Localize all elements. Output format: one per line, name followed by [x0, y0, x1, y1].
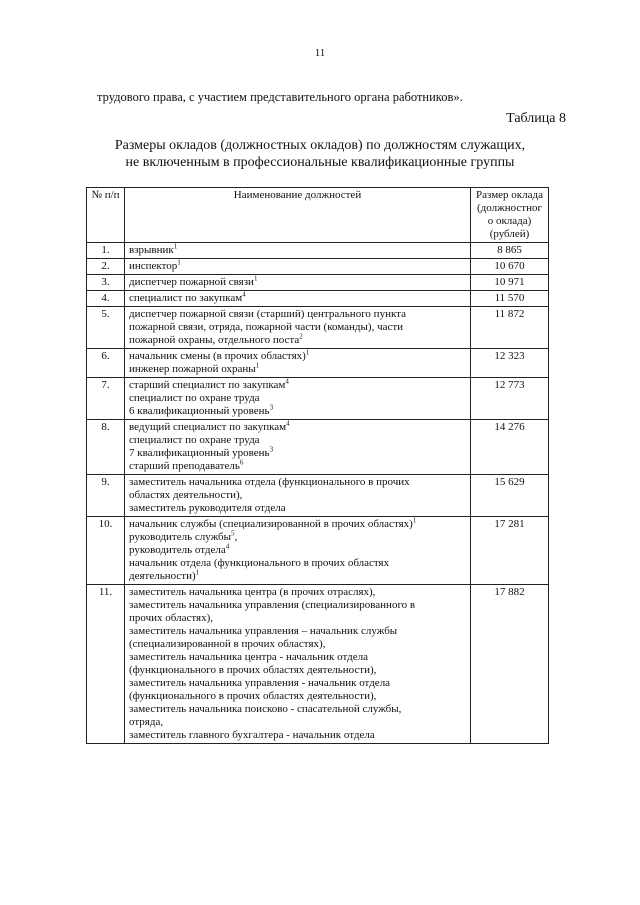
position-text: заместитель начальника центра - начальник отдела	[129, 651, 369, 663]
position-line	[129, 518, 466, 531]
header-amount-line: Размер оклада	[476, 189, 543, 201]
position-line	[129, 677, 466, 690]
position-text: старший специалист по закупкам	[129, 379, 286, 391]
row-number: 1.	[87, 243, 125, 259]
intro-text: трудового права, с участием представительного органа работников».	[97, 90, 463, 104]
salary-amount: 17 882	[471, 585, 549, 744]
salary-amount: 11 872	[471, 307, 549, 349]
row-number: 7.	[87, 378, 125, 420]
position-text: диспетчер пожарной связи	[129, 276, 254, 288]
position-name	[125, 259, 471, 275]
position-line	[129, 321, 466, 334]
salary-amount: 10 971	[471, 275, 549, 291]
salary-table	[86, 187, 549, 744]
position-line	[129, 308, 466, 321]
row-number: 2.	[87, 259, 125, 275]
position-line	[129, 350, 466, 363]
position-line	[129, 244, 466, 257]
position-line	[129, 625, 466, 638]
position-line	[129, 599, 466, 612]
position-text: областях деятельности),	[129, 489, 243, 501]
position-text: заместитель начальника управления – начальник службы	[129, 625, 398, 637]
footnote-marker: 1	[305, 348, 310, 357]
table-label: Таблица 8	[506, 111, 566, 126]
position-line	[129, 690, 466, 703]
table-row	[87, 307, 549, 349]
position-text: прочих областях),	[129, 612, 213, 624]
position-line	[129, 638, 466, 651]
position-line	[129, 531, 466, 544]
position-punctuation: ,	[234, 531, 238, 543]
position-line	[129, 334, 466, 347]
position-line	[129, 392, 466, 405]
position-text: начальник отдела (функционального в прочих областях	[129, 557, 390, 569]
position-line	[129, 612, 466, 625]
footnote-marker: 1	[255, 361, 260, 370]
position-line	[129, 434, 466, 447]
row-number: 4.	[87, 291, 125, 307]
position-text: 7 квалификационный уровень	[129, 447, 270, 459]
position-line	[129, 460, 466, 473]
salary-amount: 10 670	[471, 259, 549, 275]
position-text: (функционального в прочих областях деятельности),	[129, 690, 377, 702]
position-text: 6 квалификационный уровень	[129, 405, 270, 417]
position-text: инспектор	[129, 260, 178, 272]
position-line	[129, 586, 466, 599]
position-line	[129, 703, 466, 716]
footnote-marker: 4	[242, 290, 246, 299]
position-text: (специализированной в прочих областях),	[129, 638, 326, 650]
position-name	[125, 275, 471, 291]
header-amount-line: (должностног	[477, 202, 542, 214]
position-line	[129, 557, 466, 570]
position-text: старший преподаватель	[129, 460, 240, 472]
position-name	[125, 517, 471, 585]
position-text: руководитель отдела	[129, 544, 226, 556]
salary-amount: 11 570	[471, 291, 549, 307]
position-text: начальник службы (специализированной в прочих областях)	[129, 518, 413, 530]
position-text: заместитель начальника отдела (функционального в прочих	[129, 476, 410, 488]
header-amount-line: о оклада)	[487, 215, 532, 227]
row-number: 6.	[87, 349, 125, 378]
table-body	[87, 243, 549, 744]
position-name	[125, 291, 471, 307]
position-line	[129, 544, 466, 557]
position-line	[129, 276, 466, 289]
footnote-marker: 3	[269, 403, 274, 412]
salary-amount: 17 281	[471, 517, 549, 585]
position-line	[129, 292, 466, 305]
salary-amount: 14 276	[471, 420, 549, 475]
row-number: 8.	[87, 420, 125, 475]
page-number: 11	[314, 47, 326, 59]
table-row	[87, 420, 549, 475]
position-name	[125, 420, 471, 475]
position-name	[125, 378, 471, 420]
position-text: отряда,	[129, 716, 164, 728]
position-text: специалист по закупкам	[129, 292, 243, 304]
position-line	[129, 729, 466, 742]
position-name	[125, 475, 471, 517]
footnote-marker: 2	[299, 332, 303, 341]
table-row	[87, 259, 549, 275]
position-line	[129, 651, 466, 664]
footnote-marker: 1	[173, 242, 178, 251]
position-text: заместитель руководителя отдела	[129, 502, 286, 514]
footnote-marker: 4	[285, 377, 289, 386]
row-number: 10.	[87, 517, 125, 585]
footnote-marker: 4	[286, 419, 290, 428]
position-text: заместитель главного бухгалтера - начальник отдела	[129, 729, 375, 741]
position-text: ведущий специалист по закупкам	[129, 421, 287, 433]
heading-line: не включенным в профессиональные квалификационные группы	[125, 155, 515, 170]
position-text: заместитель начальника управления (специализированного в	[129, 599, 416, 611]
footnote-marker: 1	[195, 568, 200, 577]
table-row	[87, 585, 549, 744]
position-text: взрывник	[129, 244, 174, 256]
position-text: заместитель начальника центра (в прочих отраслях),	[129, 586, 376, 598]
position-text: (функционального в прочих областях деятельности),	[129, 664, 377, 676]
header-position-name: Наименование должностей	[125, 188, 471, 243]
table-row	[87, 243, 549, 259]
table-row	[87, 291, 549, 307]
position-line	[129, 502, 466, 515]
position-text: диспетчер пожарной связи (старший) центрального пункта	[129, 308, 406, 320]
position-line	[129, 476, 466, 489]
position-name	[125, 585, 471, 744]
position-text: специалист по охране труда	[129, 392, 260, 404]
table-row	[87, 275, 549, 291]
footnote-marker: 4	[225, 542, 230, 551]
position-line	[129, 379, 466, 392]
salary-amount: 15 629	[471, 475, 549, 517]
row-number: 9.	[87, 475, 125, 517]
footnote-marker: 6	[239, 458, 244, 467]
table-row	[87, 349, 549, 378]
footnote-marker: 3	[269, 445, 274, 454]
position-line	[129, 664, 466, 677]
row-number: 11.	[87, 585, 125, 744]
position-line	[129, 363, 466, 376]
header-number: № п/п	[87, 188, 125, 243]
footnote-marker: 1	[412, 516, 417, 525]
salary-amount: 12 773	[471, 378, 549, 420]
position-line	[129, 570, 466, 583]
row-number: 3.	[87, 275, 125, 291]
position-name	[125, 307, 471, 349]
position-line	[129, 421, 466, 434]
position-line	[129, 489, 466, 502]
heading-line: Размеры окладов (должностных окладов) по должностям служащих,	[114, 138, 526, 153]
position-name	[125, 349, 471, 378]
table-row	[87, 475, 549, 517]
salary-amount: 8 865	[471, 243, 549, 259]
footnote-marker: 1	[253, 274, 258, 283]
table-row	[87, 517, 549, 585]
position-text: руководитель службы	[129, 531, 232, 543]
position-line	[129, 260, 466, 273]
position-name	[125, 243, 471, 259]
position-text: заместитель начальника поисково - спасательной службы,	[129, 703, 402, 715]
position-text: инженер пожарной охраны	[129, 363, 256, 375]
footnote-marker: 1	[177, 258, 181, 267]
table-header-row	[87, 188, 549, 243]
position-text: начальник смены (в прочих областях)	[129, 350, 306, 362]
position-text: пожарной связи, отряда, пожарной части (команды), части	[129, 321, 404, 333]
table-row	[87, 378, 549, 420]
footnote-marker: 5	[231, 529, 235, 538]
row-number: 5.	[87, 307, 125, 349]
header-salary-amount	[471, 188, 549, 243]
salary-amount: 12 323	[471, 349, 549, 378]
position-text: специалист по охране труда	[129, 434, 260, 446]
header-amount-line: (рублей)	[489, 228, 530, 240]
position-line	[129, 405, 466, 418]
table-heading	[90, 137, 550, 171]
position-text: заместитель начальника управления - начальник отдела	[129, 677, 391, 689]
position-line	[129, 716, 466, 729]
position-line	[129, 447, 466, 460]
position-text: деятельности)	[129, 570, 196, 582]
position-text: пожарной охраны, отдельного поста	[129, 334, 300, 346]
